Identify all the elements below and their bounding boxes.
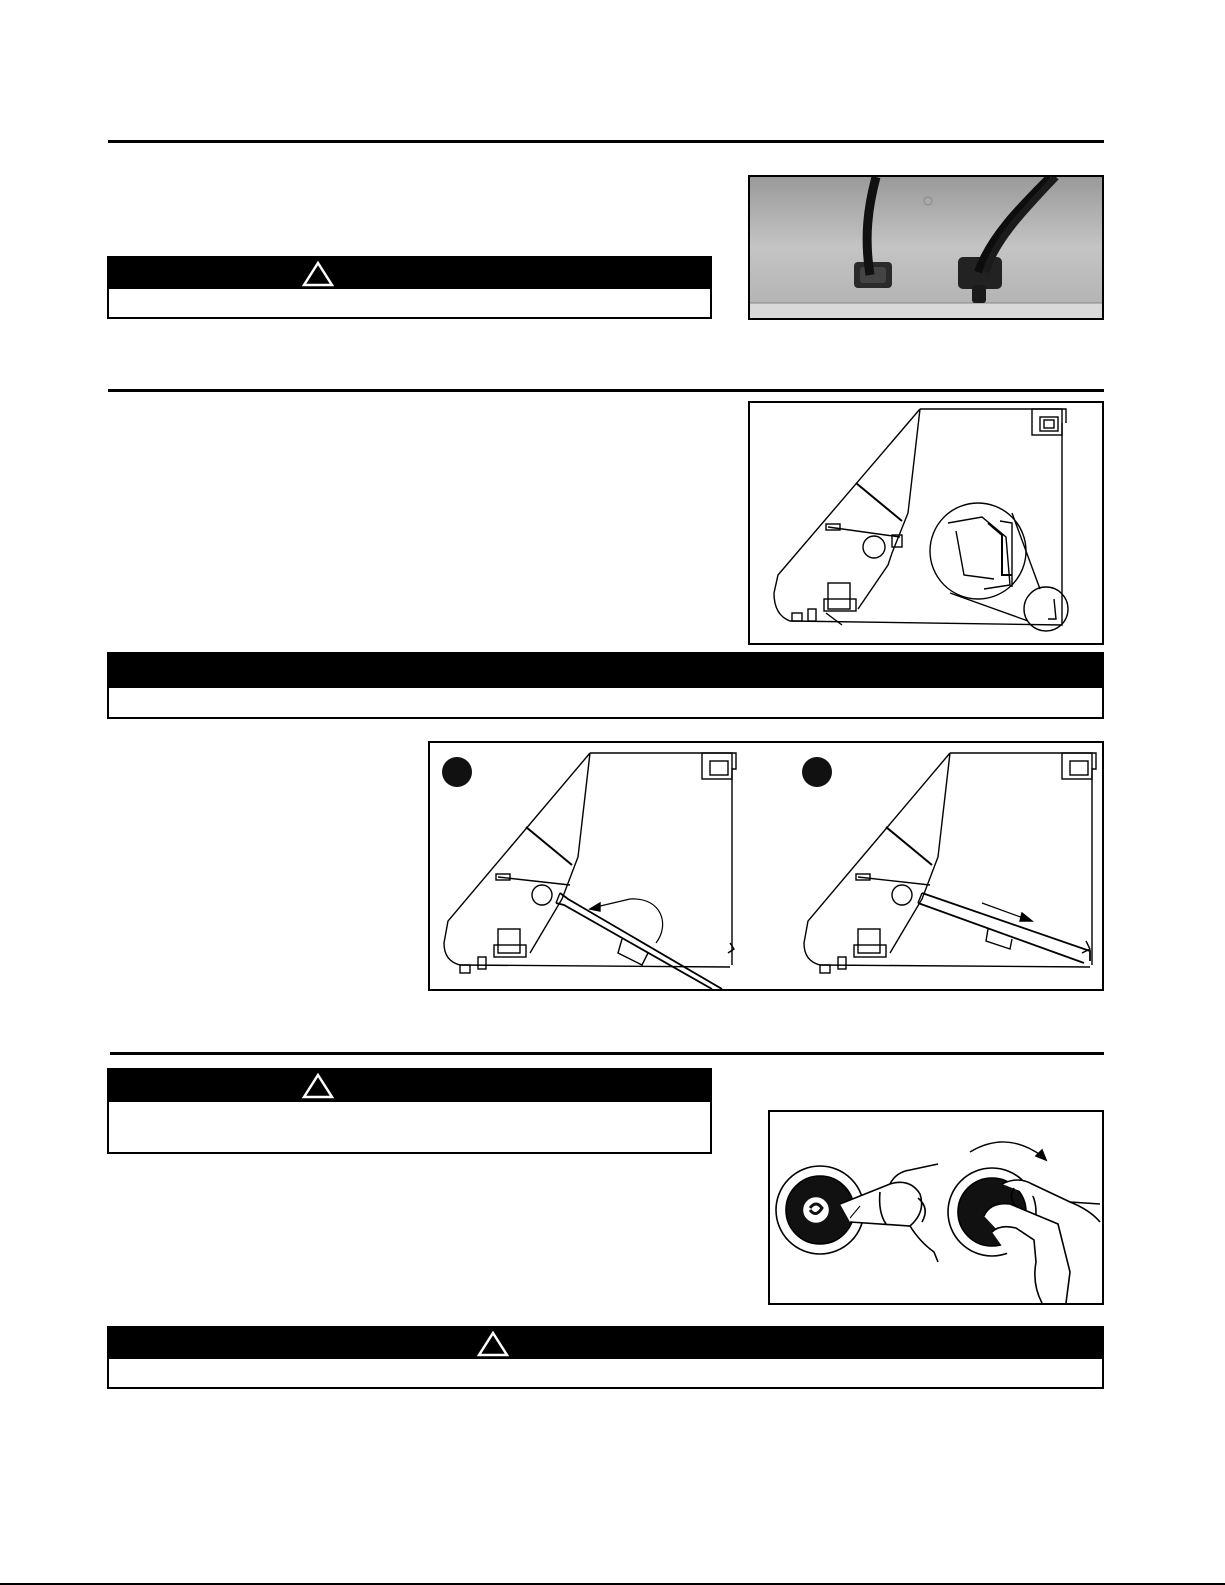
warning-triangle-icon (302, 261, 334, 287)
section-3-rule (110, 1052, 1104, 1055)
cable-grommet-image (750, 177, 1102, 318)
notice-text-2 (117, 690, 1094, 715)
cap-removal-drawing (770, 1112, 1102, 1303)
section-2-rule (108, 389, 1104, 392)
unit-interior-diagram (748, 401, 1104, 645)
tray-installation-steps (428, 741, 1104, 991)
cable-grommet-photo (748, 175, 1104, 320)
notice-box-2 (107, 652, 1104, 719)
warning-box-3 (107, 1068, 712, 1154)
warning-triangle-icon (477, 1331, 509, 1357)
unit-interior-drawing (750, 403, 1102, 643)
step-2-drawing (790, 743, 1102, 989)
warning-bar-3 (109, 1070, 710, 1102)
section-1-rule (108, 140, 1104, 143)
notice-bar-2 (109, 654, 1102, 688)
step-1-drawing (430, 743, 770, 989)
warning-text-1 (117, 291, 702, 315)
warning-bar-1 (109, 258, 710, 289)
cap-removal-illustration (768, 1110, 1104, 1305)
warning-text-3 (117, 1106, 702, 1150)
warning-triangle-icon (302, 1073, 334, 1099)
warning-text-4 (117, 1361, 1094, 1385)
warning-box-1 (107, 256, 712, 319)
warning-bar-4 (109, 1328, 1102, 1359)
warning-box-4 (107, 1326, 1104, 1389)
